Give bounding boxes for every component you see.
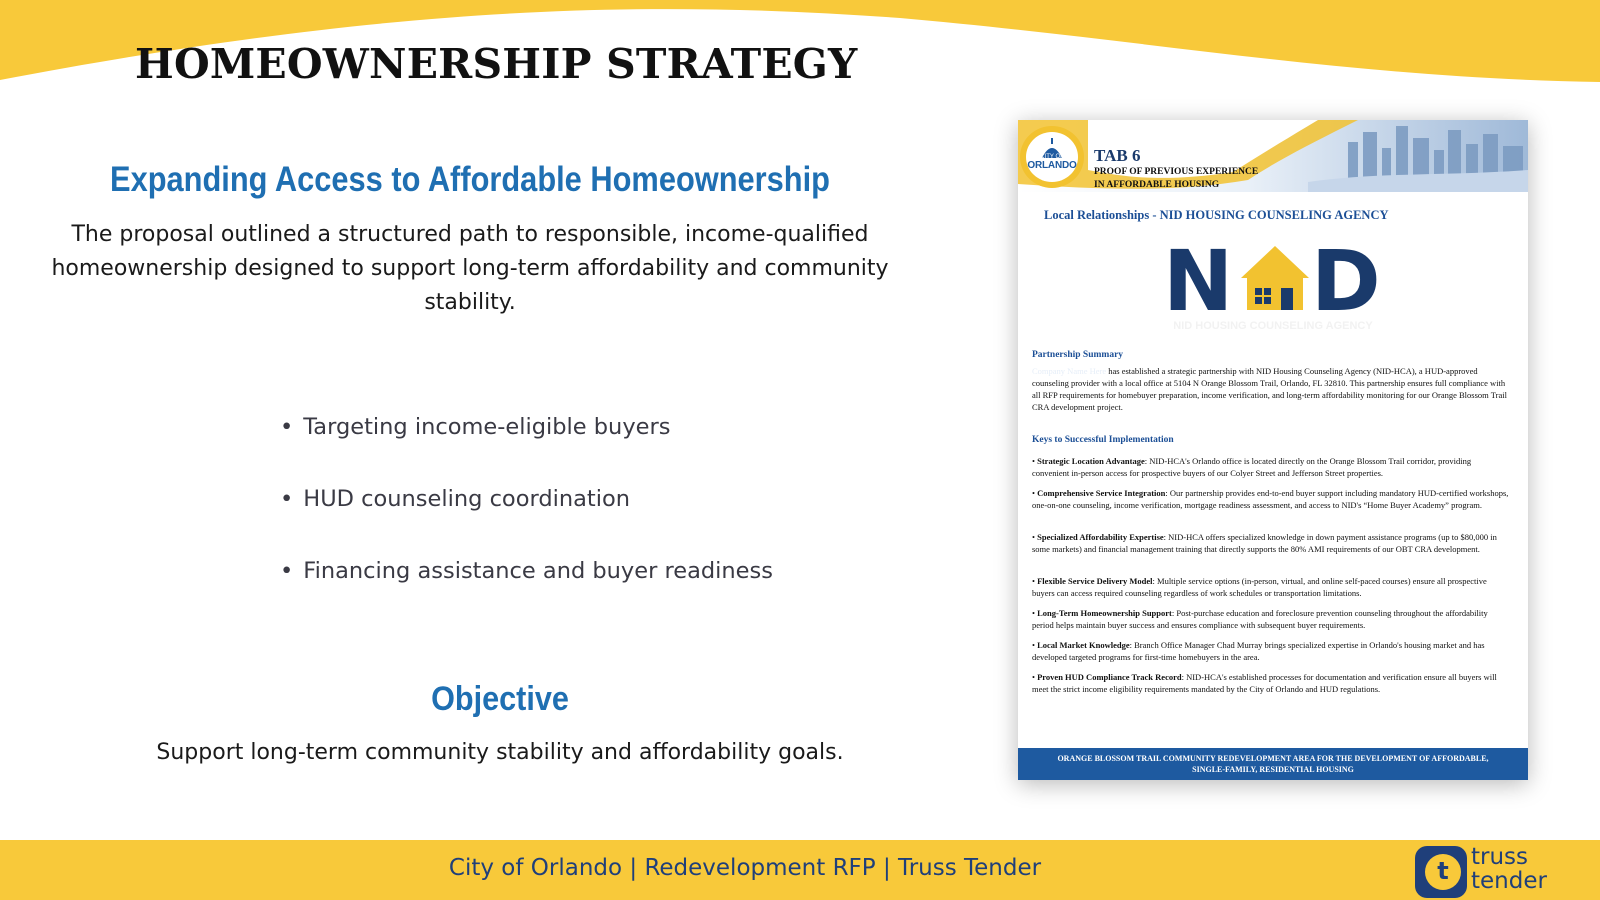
dome-icon [1026,132,1078,162]
key-label: Local Market Knowledge [1037,640,1130,650]
key-label: Proven HUD Compliance Track Record [1037,672,1182,682]
intro-paragraph: The proposal outlined a structured path to responsible, income-qualified homeownership designed to support long-term affordability and community stability. [51,222,889,315]
bullet-item [280,412,773,484]
key-text: : Post-purchase education and foreclosure prevention counseling throughout the affordability period helps maintain buyer success and ensures compliance with subsequent buyer requirements. [1032,608,1488,630]
document-footer-line: ORANGE BLOSSOM TRAIL COMMUNITY REDEVELOPMENT AREA FOR THE DEVELOPMENT OF AFFORDABLE, [1057,754,1489,763]
bullet-text: Financing assistance and buyer readiness [303,558,773,584]
key-text: : Our partnership provides end-to-end buyer support including mandatory HUD-certified workshops, one-on-one counseling, income verification, mortgage readiness assessment, and access to NID's “Home Buyer Academy” program. [1032,488,1509,510]
section-subheading: Expanding Access to Affordable Homeownership [110,160,830,199]
bullet-item [280,484,773,556]
partnership-text: has established a strategic partnership with NID Housing Counseling Agency (NID-HCA), a HUD-approved counseling provider with a local office at 5104 N Orange Blossom Trail, Orlando, FL 32810. This partnership ensures full compliance with all RFP requirements for homebuyer preparation, income verification, and long-term affordability monitoring for our Orange Blossom Trail CRA development project. [1032,366,1507,412]
objective-heading: Objective [431,680,569,718]
key-item: • Specialized Affordability Expertise: NID-HCA offers specialized knowledge in down payment assistance programs (up to $80,000 in some markets) and financial management training that directly supports the 80% AMI requirements of our OBT CRA development. [1032,532,1497,554]
document-section-title: Local Relationships - NID HOUSING COUNSELING AGENCY [1044,208,1389,222]
tab-subtitle-line: IN AFFORDABLE HOUSING [1094,180,1220,190]
key-label: Comprehensive Service Integration [1037,488,1166,498]
bullet-dot-icon: • [280,414,294,440]
partnership-paragraph [1032,365,1510,413]
truss-tender-logo [1415,843,1575,897]
bullet-text: HUD counseling coordination [303,486,631,512]
logo-caption: NID HOUSING COUNSELING AGENCY [1173,320,1373,332]
house-icon [1241,246,1309,310]
key-item: • Strategic Location Advantage: NID-HCA's Orlando office is located directly on the Orange Blossom Trail corridor, providing convenient in-person access for prospective buyers of our Colyer Street and Jefferson Street properties. [1032,456,1472,478]
logo-letter-d: D [1311,238,1381,318]
key-label: Long-Term Homeownership Support [1037,608,1172,618]
document-preview [1018,120,1528,780]
seal-text: ORLANDO [1027,160,1077,171]
logo-letter-n: N [1163,238,1234,318]
document-tab-label: TAB 6 [1094,146,1141,165]
key-text: : NID-HCA's established processes for documentation and verification ensure all buyers will meet the strict income eligibility requirements mandated by the City of Orlando and HUD regulations. [1032,672,1497,694]
truss-tender-mark-icon [1415,846,1467,898]
bullet-item [280,556,773,628]
bullet-text: Targeting income-eligible buyers [303,414,671,440]
nid-logo [1163,238,1393,318]
objective-text: Support long-term community stability and affordability goals. [156,740,844,765]
bullet-dot-icon: • [280,486,294,512]
key-item: • Long-Term Homeownership Support: Post-purchase education and foreclosure prevention counseling throughout the affordability period helps maintain buyer success and ensures compliance with subsequent buyer requirements. [1032,608,1488,630]
key-item: • Local Market Knowledge: Branch Office Manager Chad Murray brings specialized expertise in Orlando's housing market and has developed targeted programs for first-time homebuyers in the area. [1032,640,1485,662]
redacted-company-name: Company Name Here [1032,366,1107,376]
document-footer [1018,748,1528,780]
seal-small-text: CITY OF [1040,154,1064,160]
intro-section [30,160,910,320]
partnership-heading: Partnership Summary [1032,350,1124,360]
tab-subtitle-line: PROOF OF PREVIOUS EXPERIENCE [1094,167,1259,177]
keys-heading: Keys to Successful Implementation [1032,435,1174,445]
city-seal-logo [1020,126,1084,188]
key-text: : Multiple service options (in-person, virtual, and online self-paced courses) ensure all prospective buyers can access required counseling regardless of work schedules or transportation limitations. [1032,576,1487,598]
brand-line-2: tender [1471,868,1547,894]
key-label: Strategic Location Advantage [1037,456,1145,466]
brand-line-1: truss [1471,844,1529,870]
key-text: : NID-HCA's Orlando office is located directly on the Orange Blossom Trail corridor, providing convenient in-person access for prospective buyers of our Colyer Street and Jefferson Street properties. [1032,456,1472,478]
bullet-list [280,412,773,628]
key-text: : Branch Office Manager Chad Murray brings specialized expertise in Orlando's housing market and has developed targeted programs for first-time homebuyers in the area. [1032,640,1485,662]
key-item: • Proven HUD Compliance Track Record: NID-HCA's established processes for documentation and verification ensure all buyers will meet the strict income eligibility requirements mandated by the City of Orlando and HUD regulations. [1032,672,1497,694]
document-footer-line: SINGLE-FAMILY, RESIDENTIAL HOUSING [1192,765,1354,774]
key-item: • Flexible Service Delivery Model: Multiple service options (in-person, virtual, and online self-paced courses) ensure all prospective buyers can access required counseling regardless of work schedules or transportation limitations. [1032,576,1487,598]
key-text: : NID-HCA offers specialized knowledge in down payment assistance programs (up to $80,000 in some markets) and financial management training that directly supports the 80% AMI requirements of our OBT CRA development. [1032,532,1497,554]
slide-title: HOMEOWNERSHIP STRATEGY [135,40,858,88]
key-label: Flexible Service Delivery Model [1037,576,1153,586]
document-tab-subtitle [1094,166,1294,192]
key-item: • Comprehensive Service Integration: Our partnership provides end-to-end buyer support including mandatory HUD-certified workshops, one-on-one counseling, income verification, mortgage readiness assessment, and access to NID's “Home Buyer Academy” program. [1032,488,1509,510]
bullet-dot-icon: • [280,558,294,584]
footer-text: City of Orlando | Redevelopment RFP | Truss Tender [448,855,1042,881]
brand-mark-letter: t [1425,854,1461,890]
key-label: Specialized Affordability Expertise [1037,532,1164,542]
